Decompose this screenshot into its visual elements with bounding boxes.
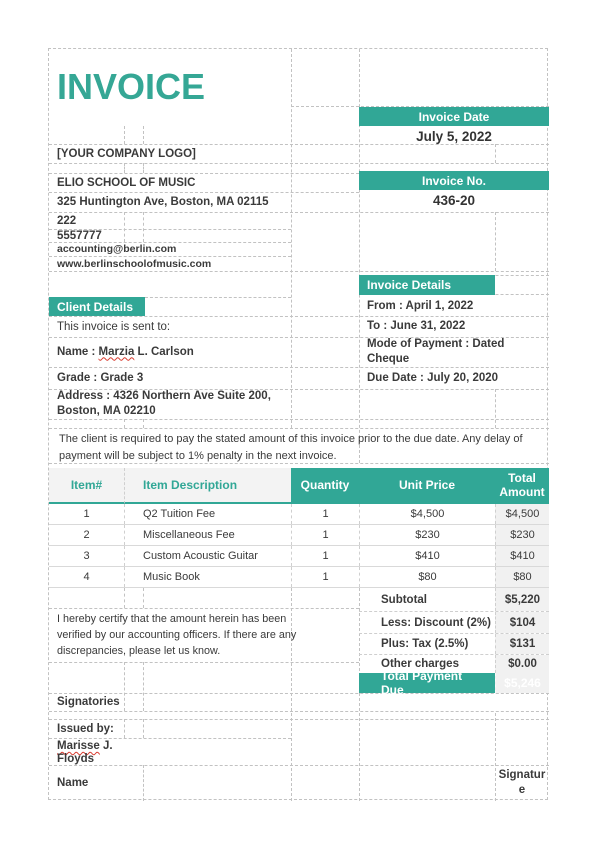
invoice-period-to: To : June 31, 2022 (367, 320, 466, 333)
item-qty: 1 (291, 504, 359, 524)
total-payment-due-label: Total Payment Due (381, 669, 463, 697)
invoice-number-label: Invoice No. (359, 171, 549, 190)
item-total: $4,500 (495, 504, 549, 524)
item-total: $410 (495, 546, 549, 566)
summary-label: Other charges (381, 658, 459, 670)
mode-of-payment: Mode of Payment : Dated Cheque (367, 338, 505, 365)
summary-label: Less: Discount (2%) (381, 616, 491, 629)
item-desc: Custom Acoustic Guitar (124, 546, 291, 566)
item-price: $410 (359, 546, 495, 566)
items-header-desc: Item Description (124, 468, 291, 504)
invoice-title: INVOICE (57, 66, 206, 107)
total-payment-due-row (359, 669, 549, 697)
item-num: 3 (83, 550, 90, 562)
summary-row-subtotal (359, 588, 549, 612)
summary-row-discount (359, 612, 549, 634)
table-row (49, 546, 549, 567)
client-grade: Grade : Grade 3 (57, 371, 144, 384)
client-name (57, 337, 194, 367)
items-header-num: Item# (49, 468, 124, 504)
due-date: Due Date : July 20, 2020 (367, 371, 499, 384)
invoice-date-value: July 5, 2022 (416, 128, 492, 144)
table-row (49, 525, 549, 546)
certification-text: I hereby certify that the amount herein has been verified by our accounting officers. If there are any discrepancies, please let us know. (57, 613, 297, 658)
payment-notice: The client is required to pay the stated amount of this invoice prior to the due date. Any delay of payment will be subject to 1% penalty in the next invoice. (59, 433, 523, 463)
item-desc: Q2 Tuition Fee (124, 504, 291, 524)
table-row (49, 504, 549, 525)
client-name-prefix: Name : (57, 345, 99, 358)
items-header-total: Total Amount (495, 468, 549, 504)
summary-value: $104 (495, 612, 549, 633)
item-price: $230 (359, 525, 495, 545)
invoice-details-label: Invoice Details (359, 275, 495, 295)
issuer-name (57, 740, 137, 766)
invoice-date-label: Invoice Date (359, 107, 549, 126)
invoice-document (48, 48, 548, 800)
company-phone-line1: 222 (57, 214, 77, 227)
company-logo-placeholder: [YOUR COMPANY LOGO] (57, 147, 196, 160)
summary-row-tax (359, 634, 549, 655)
item-total: $230 (495, 525, 549, 545)
invoice-period-from: From : April 1, 2022 (367, 299, 474, 312)
issuer-misspelled-word: Marisse (57, 740, 100, 752)
company-address: 325 Huntington Ave, Boston, MA 02115 (57, 196, 269, 208)
client-address: Address : 4326 Northern Ave Suite 200, Boston, MA 02210 (57, 390, 271, 417)
summary-label: Subtotal (381, 593, 427, 606)
item-price: $80 (359, 567, 495, 587)
summary-value: $0.00 (495, 655, 549, 673)
item-num: 4 (83, 571, 90, 583)
total-payment-due-value: $5,246 (495, 673, 549, 693)
items-header-qty: Quantity (291, 468, 359, 504)
item-desc: Music Book (124, 567, 291, 587)
company-phone-line2: 5557777 (57, 229, 102, 242)
invoice-number-value: 436-20 (432, 193, 476, 208)
item-price: $4,500 (359, 504, 495, 524)
item-desc: Miscellaneous Fee (124, 525, 291, 545)
company-name: ELIO SCHOOL OF MUSIC (57, 176, 196, 189)
signatories-label: Signatories (57, 696, 120, 708)
summary-value: $131 (495, 634, 549, 654)
signature-name-label: Name (57, 777, 89, 789)
company-website: www.berlinschoolofmusic.com (57, 257, 212, 270)
items-header-price: Unit Price (359, 468, 495, 504)
client-intro: This invoice is sent to: (57, 320, 171, 333)
issuer-name-suffix: J. Floyds (57, 740, 113, 765)
item-total: $80 (495, 567, 549, 587)
item-num: 1 (83, 508, 90, 520)
item-num: 2 (83, 529, 90, 541)
summary-value: $5,220 (495, 588, 549, 611)
summary-label: Plus: Tax (2.5%) (381, 638, 469, 650)
signature-label: Signature (498, 769, 546, 796)
item-qty: 1 (291, 525, 359, 545)
item-qty: 1 (291, 567, 359, 587)
client-name-misspelled-word: Marzia (98, 345, 135, 358)
company-email: accounting@berlin.com (57, 243, 177, 255)
client-details-label: Client Details (49, 297, 145, 316)
table-row (49, 567, 549, 588)
client-name-suffix: L. Carlson (134, 345, 194, 358)
issued-by-label: Issued by: (57, 722, 114, 735)
item-qty: 1 (291, 546, 359, 566)
